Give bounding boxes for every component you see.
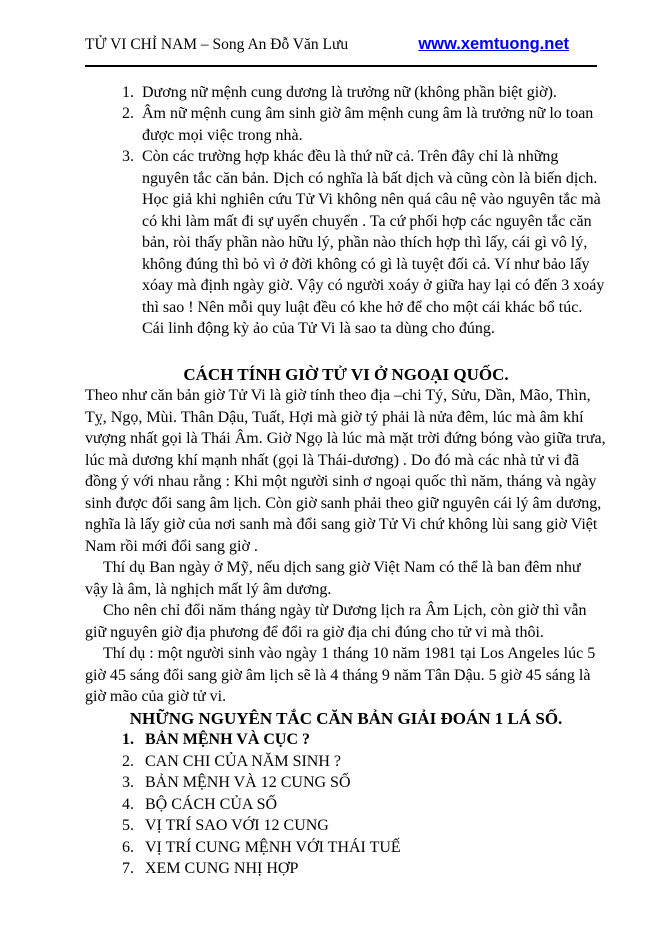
list-item-text: VỊ TRÍ CUNG MỆNH VỚI THÁI TUẾ — [145, 838, 401, 856]
list-item-number: 7. — [122, 860, 134, 877]
site-link[interactable]: www.xemtuong.net — [418, 35, 569, 53]
list-item-number: 1. — [122, 731, 134, 748]
list-item-text: VỊ TRÍ SAO VỚI 12 CUNG — [145, 817, 329, 834]
list-item-text: BẢN MỆNH VÀ 12 CUNG SỐ — [145, 774, 351, 791]
principles-list-item — [85, 729, 607, 751]
list-item-number: 1. — [122, 83, 134, 101]
header-divider — [85, 65, 597, 67]
list-item-text: Âm nữ mệnh cung âm sinh giờ âm mệnh cung âm là trưởng nữ lo toan được mọi việc trong nhà. — [142, 105, 594, 144]
intro-list-item — [85, 82, 607, 104]
page-header — [0, 0, 669, 56]
principles-list-item — [85, 837, 607, 859]
paragraph-hours-1: Theo như căn bản giờ Tử Vi là giờ tính theo địa –chi Tý, Sửu, Dần, Mão, Thìn, Tỵ, Ngọ, Mùi. Thân Dậu, Tuất, Hợi mà giờ tý phải là nửa đêm, lúc mà âm khí vượng nhất gọi là Thái Âm. Giờ Ngọ là lúc mà mặt trời đứng bóng vào giữa trưa, lúc mà dương khí mạnh nhất (gọi là Thái-dương) . Do đó mà các nhà tử vi đã đồng ý với nhau rằng : Khi một người sinh ơ ngoại quốc thì năm, tháng và ngày sinh được đổi sang âm lịch. Còn giờ sanh phải theo giữ nguyên cái lý âm dương, nghĩa là lấy giờ của nơi sanh mà đổi sang giờ Tử Vi chứ không lùi sang giờ Việt Nam rồi mới đổi sang giờ . — [85, 387, 606, 555]
principles-list-item — [85, 858, 607, 880]
content-column — [85, 82, 607, 880]
list-item-text: Còn các trường hợp khác đều là thứ nữ cả. Trên đây chỉ là những nguyên tắc căn bản. Dịch có nghĩa là bất dịch và cũng còn là biến dịch. Học giả khi nghiên cứu Tử Vi không nên quá câu nệ vào nguyên tắc mà có khi làm mất đi sự uyển chuyển . Ta cứ phối hợp các nguyên tắc căn bản, ròi thấy phần nào hữu lý, phần nào thích hợp thì lấy, cái gì vô lý, không đúng thì bỏ vì ở đời không có gì là tuyệt đối cả. Ví như bảo lấy xóay mà định ngày giờ. Vậy có người xoáy ở giữa hay lại có đến 3 xoáy thì sao ! Nên mỗi quy luật đều có khe hở để cho một cái khác bổ túc. Cái linh động kỳ ảo của Tử Vi là sao ta dùng cho đúng. — [142, 148, 605, 337]
list-item-number: 2. — [122, 752, 134, 770]
section-heading-hours: CÁCH TÍNH GIỜ TỬ VI Ở NGOẠI QUỐC. — [183, 364, 509, 384]
list-item-number: 3. — [122, 774, 134, 791]
list-item-number: 5. — [122, 817, 134, 834]
list-item-number: 6. — [122, 838, 134, 856]
section-heading-principles: NHỮNG NGUYÊN TẮC CĂN BẢN GIẢI ĐOÁN 1 LÁ SỐ. — [129, 708, 563, 728]
intro-list — [85, 82, 607, 340]
paragraph-hours-2: Thí dụ Ban ngày ở Mỹ, nếu dịch sang giờ Việt Nam có thể là ban đêm như vậy là âm, là nghịch mất lý âm dương. — [85, 559, 581, 598]
list-item-text: BỘ CÁCH CỦA SỐ — [145, 795, 278, 813]
principles-list-item — [85, 794, 607, 816]
list-item-number: 3. — [122, 148, 134, 165]
intro-list-item — [85, 146, 607, 340]
list-item-number: 2. — [122, 105, 134, 122]
principles-list-item — [85, 751, 607, 773]
principles-list — [85, 729, 607, 880]
list-item-text: BẢN MỆNH VÀ CỤC ? — [145, 731, 311, 748]
paragraph-hours-4: Thí dụ : một người sinh vào ngày 1 tháng 10 năm 1981 tại Los Angeles lúc 5 giờ 45 sáng đổi sang giờ âm lịch sẽ là 4 tháng 9 năm Tân Dậu. 5 giờ 45 sáng là giờ mão của giờ tử vi. — [85, 645, 596, 705]
list-item-text: CAN CHI CỦA NĂM SINH ? — [145, 752, 342, 770]
principles-list-item — [85, 772, 607, 794]
paragraph-hours-3: Cho nên chỉ đổi năm tháng ngày từ Dương lịch ra Âm Lịch, còn giờ thì vẫn giữ nguyên giờ địa phương để đổi ra giờ địa chi đúng cho tử vi mà thôi. — [85, 602, 587, 641]
list-item-number: 4. — [122, 795, 134, 813]
principles-list-item — [85, 815, 607, 837]
list-item-text: Dương nữ mệnh cung dương là trưởng nữ (không phần biệt giờ). — [142, 83, 557, 101]
intro-list-item — [85, 103, 607, 146]
header-title: TỬ VI CHỈ NAM – Song An Đỗ Văn Lưu — [85, 36, 349, 53]
list-item-text: XEM CUNG NHỊ HỢP — [145, 860, 299, 877]
